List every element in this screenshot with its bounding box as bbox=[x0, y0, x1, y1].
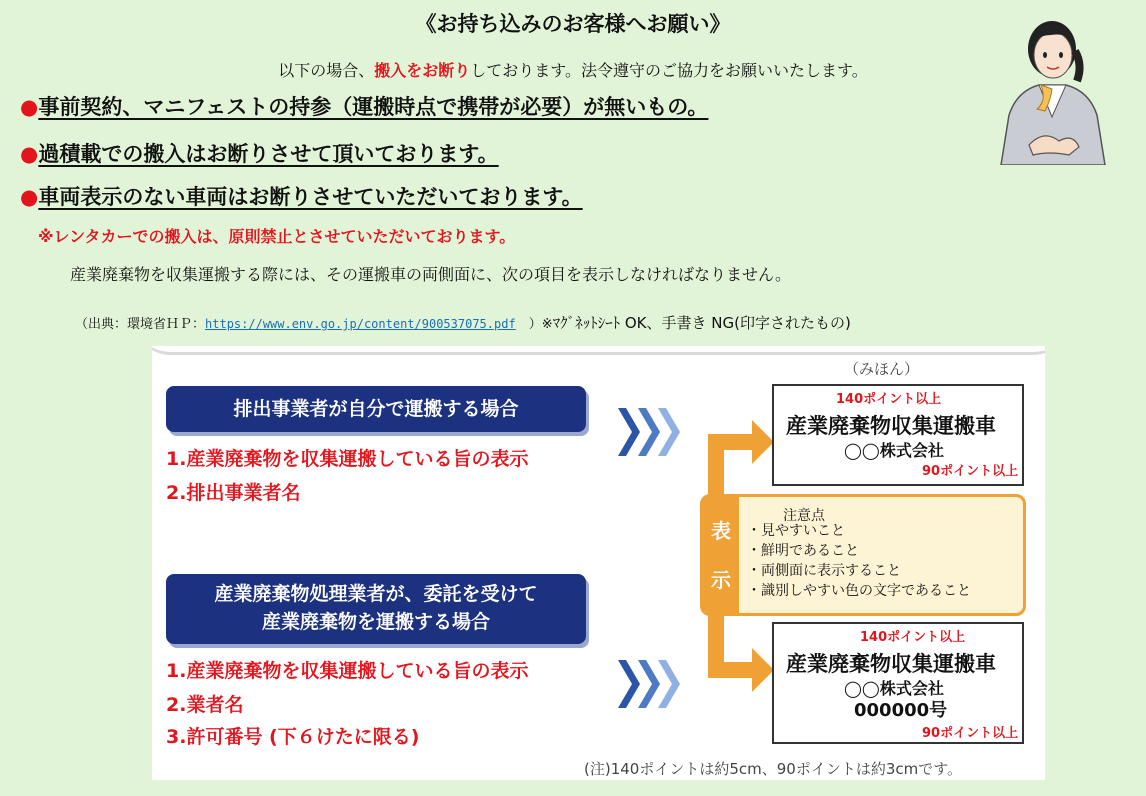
red-dot-icon: ● bbox=[20, 95, 39, 119]
case2-item-2: 2.業者名 bbox=[166, 694, 244, 716]
plate-permit-number: 000000号 bbox=[854, 700, 948, 721]
point-140-label: 140ポイント以上 bbox=[836, 392, 942, 407]
staff-woman-illustration bbox=[999, 5, 1106, 165]
sample-plate-1 bbox=[772, 384, 1024, 486]
point-90-label: 90ポイント以上 bbox=[922, 726, 1019, 741]
caution-item: ・識別しやすい色の文字であること bbox=[747, 583, 971, 599]
caution-list bbox=[747, 521, 971, 601]
caution-box bbox=[700, 494, 1026, 616]
lead-after: しております。法令遵守のご協力をお願いいたします。 bbox=[470, 61, 868, 80]
chevron-arrows-icon bbox=[618, 404, 688, 460]
case1-item-2: 2.排出事業者名 bbox=[166, 482, 301, 504]
point-140-label: 140ポイント以上 bbox=[860, 630, 966, 645]
source-link[interactable]: https://www.env.go.jp/content/900537075.pdf bbox=[205, 317, 516, 331]
case2-title-line2: 産業廃棄物を運搬する場合 bbox=[261, 611, 490, 633]
page-title: 《お持ち込みのお客様へお願い》 bbox=[415, 12, 731, 36]
case2-item-1: 1.産業廃棄物を収集運搬している旨の表示 bbox=[166, 660, 529, 682]
side-char-2: 示 bbox=[711, 568, 731, 592]
bullet-vehicle-display bbox=[20, 181, 583, 211]
orange-down-arrow-icon bbox=[700, 616, 776, 706]
red-dot-icon: ● bbox=[20, 185, 39, 209]
lead-before: 以下の場合、 bbox=[278, 61, 375, 80]
magnet-sheet-note: ﾏｸﾞﾈｯﾄｼｰﾄ OK、手書き NG(印字されたもの) bbox=[552, 314, 851, 332]
source-prefix: （出典：環境省ＨＰ： bbox=[75, 317, 206, 332]
case1-item-1: 1.産業廃棄物を収集運搬している旨の表示 bbox=[166, 448, 529, 470]
plate-main-text: 産業廃棄物収集運搬車 bbox=[786, 414, 996, 438]
point-90-label: 90ポイント以上 bbox=[922, 464, 1019, 479]
lead-sentence bbox=[0, 58, 1146, 81]
plate-company: ◯◯株式会社 bbox=[844, 441, 944, 460]
plate-company: ◯◯株式会社 bbox=[844, 679, 944, 698]
case2-title-line1: 産業廃棄物処理業者が、委託を受けて bbox=[214, 583, 538, 605]
bullet-text: 過積載での搬入はお断りさせて頂いております。 bbox=[38, 142, 499, 166]
case2-item-3: 3.許可番号 (下６けたに限る) bbox=[166, 726, 420, 748]
case2-title bbox=[166, 574, 586, 644]
orange-up-arrow-icon bbox=[700, 406, 776, 496]
point-size-footnote: (注)140ポイントは約5cm、90ポイントは約3cmです。 bbox=[584, 760, 963, 778]
bullet-text: 車両表示のない車両はお断りさせていただいております。 bbox=[38, 185, 583, 209]
caution-item: ・見やすいこと bbox=[747, 523, 845, 539]
bullet-text: 事前契約、マニフェストの持参（運搬時点で携帯が必要）が無いもの。 bbox=[38, 95, 709, 119]
sample-label: （みほん） bbox=[844, 360, 920, 378]
bullet-overload bbox=[20, 138, 499, 168]
display-requirement: 産業廃棄物を収集運搬する際には、その運搬車の両側面に、次の項目を表示しなければなりません。 bbox=[70, 265, 791, 284]
figure-top-arc bbox=[152, 346, 1045, 355]
red-dot-icon: ● bbox=[20, 142, 39, 166]
side-char-1: 表 bbox=[711, 519, 731, 543]
lead-refusal: 搬入をお断り bbox=[374, 61, 471, 80]
vehicle-display-figure bbox=[152, 346, 1045, 780]
caution-item: ・両側面に表示すること bbox=[747, 563, 901, 579]
caution-side-label bbox=[703, 497, 739, 613]
source-line bbox=[75, 312, 851, 333]
caution-heading: 注意点 bbox=[783, 508, 825, 524]
source-suffix: ）※ bbox=[515, 317, 553, 332]
plate-main-text: 産業廃棄物収集運搬車 bbox=[786, 652, 996, 676]
case1-title: 排出事業者が自分で運搬する場合 bbox=[166, 386, 586, 432]
chevron-arrows-icon bbox=[618, 656, 688, 712]
rental-car-note: ※レンタカーでの搬入は、原則禁止とさせていただいております。 bbox=[38, 227, 516, 246]
bullet-contract-manifest bbox=[20, 91, 708, 121]
sample-plate-2 bbox=[772, 622, 1024, 744]
caution-item: ・鮮明であること bbox=[747, 543, 859, 559]
